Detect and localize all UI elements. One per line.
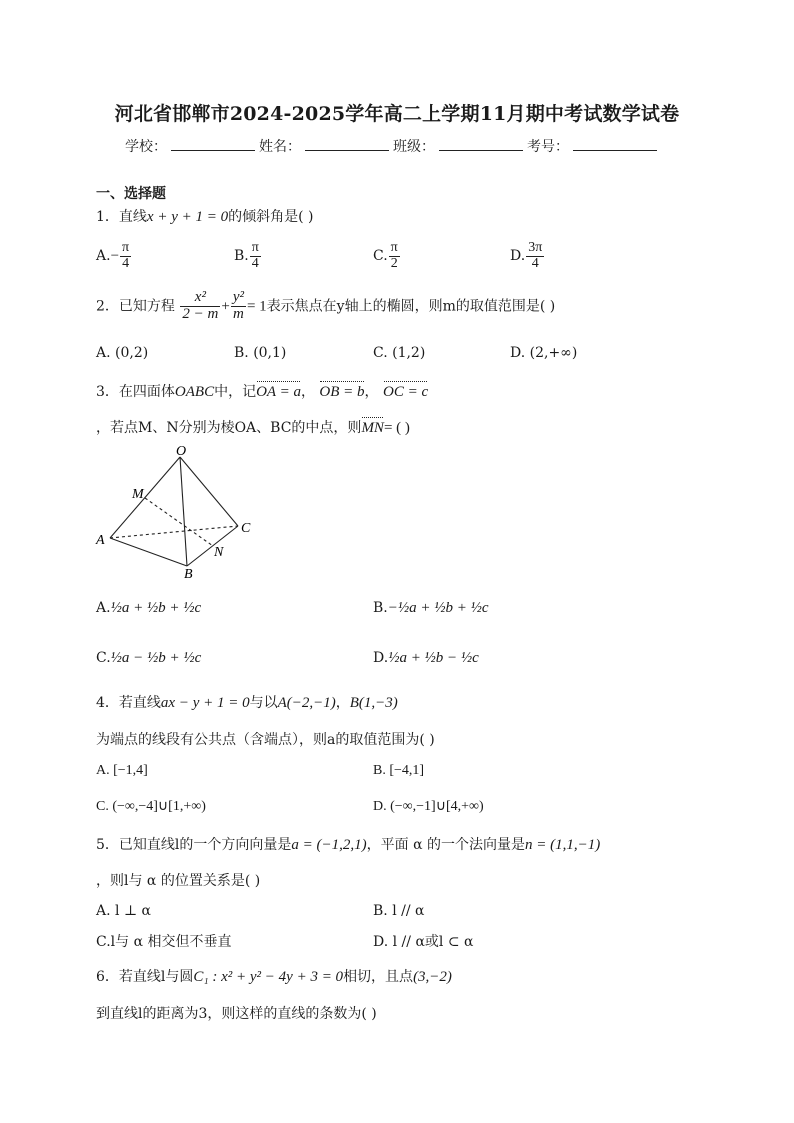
q3-option-b-label: B. xyxy=(373,600,388,616)
q2-option-d: D. (2,+∞) xyxy=(510,345,578,361)
q2-f1-den: 2 − m xyxy=(182,305,219,322)
class-blank xyxy=(439,136,523,151)
school-label: 学校： xyxy=(125,139,167,155)
label-m: M xyxy=(132,487,144,502)
q1-option-d-fraction xyxy=(526,241,544,271)
edge-bc xyxy=(187,526,238,566)
q3-tetra-name: OABC xyxy=(174,384,215,400)
q2-f2-den: m xyxy=(232,305,244,322)
student-info-row xyxy=(125,136,661,156)
q3-option-d xyxy=(373,650,479,667)
school-blank xyxy=(171,136,255,151)
edge-ac-hidden xyxy=(110,526,238,538)
q2-equals-one: = 1 xyxy=(246,298,267,315)
q1-b-num: π xyxy=(251,240,259,255)
q4-option-b: B. [−4,1] xyxy=(373,763,425,778)
q4-mid-text: 与以 xyxy=(249,695,278,711)
number-blank xyxy=(573,136,657,151)
q4-stem-text: 4．若直线 xyxy=(96,695,161,711)
q3-option-c-text: ½a − ½b + ½c xyxy=(110,650,202,666)
label-c: C xyxy=(241,521,251,536)
q5-normal-vector: n = (1,1,−1) xyxy=(524,837,601,853)
q1-c-den: 2 xyxy=(390,255,398,271)
q1-equation: x + y + 1 = 0 xyxy=(146,209,229,225)
q3-option-d-label: D. xyxy=(373,650,389,666)
q1-option-c-fraction xyxy=(389,241,400,271)
q5-direction-vector: a = (−1,2,1) xyxy=(291,837,367,853)
edge-ob xyxy=(180,457,187,566)
q3-option-d-text: ½a + ½b − ½c xyxy=(388,650,479,666)
question-6-line2: 到直线l的距离为3，则这样的直线的条数为( ) xyxy=(96,1006,377,1022)
q1-option-a-fraction xyxy=(120,241,131,271)
q1-option-d xyxy=(510,241,545,271)
label-o: O xyxy=(176,444,187,459)
q3-option-b xyxy=(373,600,489,617)
q1-option-b xyxy=(234,241,262,271)
q2-tail-text: 表示焦点在y轴上的椭圆，则m的取值范围是( ) xyxy=(266,298,556,315)
q1-option-d-label: D. xyxy=(510,248,526,265)
q3-line2-post: = ( ) xyxy=(383,420,410,436)
q3-mid-text: 中，记 xyxy=(214,384,257,400)
q4-option-a: A. [−1,4] xyxy=(96,763,148,778)
tetrahedron-figure xyxy=(92,442,262,582)
q2-option-b: B. (0,1) xyxy=(234,345,287,361)
edge-ab xyxy=(110,538,187,566)
q2-f1-num: x² xyxy=(180,290,220,307)
question-3-line2 xyxy=(96,417,410,437)
q2-stem-text: 2．已知方程 xyxy=(96,298,175,315)
question-4-stem xyxy=(96,692,398,712)
q5-stem-text: 5．已知直线l的一个方向向量是 xyxy=(96,837,292,853)
q3-line2-text: ，若点M、N分别为棱OA、BC的中点，则 xyxy=(96,420,362,436)
question-1-stem xyxy=(96,206,313,226)
q5-option-c: C.l与 α 相交但不垂直 xyxy=(96,934,232,950)
q3-stem-text: 3．在四面体 xyxy=(96,384,175,400)
q1-a-den: 4 xyxy=(122,255,130,271)
q1-stem-text: 1．直线 xyxy=(96,209,147,225)
section-heading: 一、选择题 xyxy=(96,186,166,202)
q1-tail-text: 的倾斜角是( ) xyxy=(228,209,314,225)
q3-vector-ob: OB = b xyxy=(319,384,365,400)
q2-f2-num: y² xyxy=(232,289,244,305)
q1-option-b-label: B. xyxy=(234,248,249,265)
q4-option-c: C. (−∞,−4]∪[1,+∞) xyxy=(96,799,206,814)
q1-option-a-label: A. xyxy=(96,248,111,265)
q1-d-den: 4 xyxy=(531,255,539,271)
q6-stem-text: 6．若直线l与圆 xyxy=(96,969,194,985)
q1-a-num: π xyxy=(122,240,130,255)
edge-oa xyxy=(110,457,180,538)
question-2-stem xyxy=(96,290,555,323)
question-5-line2: ，则l与 α 的位置关系是( ) xyxy=(96,873,261,889)
number-label: 考号： xyxy=(527,139,569,155)
q5-option-a: A. l ⊥ α xyxy=(96,903,152,919)
q3-vector-oc: OC = c xyxy=(382,384,429,400)
name-label: 姓名： xyxy=(259,139,301,155)
q3-vector-oa: OA = a xyxy=(256,384,301,400)
q2-fraction-y xyxy=(231,290,246,323)
q3-option-b-text: −½a + ½b + ½c xyxy=(387,600,489,616)
q4-point-a: A(−2,−1) xyxy=(277,695,336,711)
q5-mid-text: ，平面 α 的一个法向量是 xyxy=(366,837,525,853)
q3-option-a-label: A. xyxy=(96,600,111,616)
q3-option-c xyxy=(96,650,201,667)
q4-point-b: B(1,−3) xyxy=(349,695,398,711)
q2-option-c: C. (1,2) xyxy=(373,345,426,361)
question-5-stem xyxy=(96,834,600,854)
q6-point: (3,−2) xyxy=(413,969,452,985)
q1-option-b-fraction xyxy=(250,241,261,271)
q1-option-a xyxy=(96,241,132,271)
q4-equation: ax − y + 1 = 0 xyxy=(160,695,250,711)
q3-option-a-text: ½a + ½b + ½c xyxy=(110,600,202,616)
q3-option-a xyxy=(96,600,201,617)
segment-mn-hidden xyxy=(145,498,213,546)
q1-option-a-sign: − xyxy=(110,248,120,265)
q1-option-c xyxy=(373,241,401,271)
question-3-stem: 3．在四面体OABC中，记OA = a， OB = b， OC = c xyxy=(96,384,429,400)
q6-circle-equation: C₁ : x² + y² − 4y + 3 = 0 xyxy=(193,969,344,985)
q1-option-c-label: C. xyxy=(373,248,388,265)
q5-option-d: D. l // α或l ⊂ α xyxy=(373,934,474,950)
q6-mid-text: 相切，且点 xyxy=(343,969,414,985)
name-blank xyxy=(305,136,389,151)
q1-b-den: 4 xyxy=(251,255,259,271)
q1-d-num: 3π xyxy=(528,240,543,255)
q5-option-b: B. l // α xyxy=(373,903,425,919)
question-4-line2: 为端点的线段有公共点（含端点），则a的取值范围为( ) xyxy=(96,732,435,748)
q4-option-d: D. (−∞,−1]∪[4,+∞) xyxy=(373,799,484,814)
q3-option-c-label: C. xyxy=(96,650,111,666)
label-a: A xyxy=(96,533,105,548)
q2-fraction-x xyxy=(180,290,220,323)
class-label: 班级： xyxy=(393,139,435,155)
q1-c-num: π xyxy=(390,240,398,255)
label-b: B xyxy=(184,567,193,582)
q3-vector-mn: MN xyxy=(361,420,384,436)
question-6-stem xyxy=(96,966,452,986)
label-n: N xyxy=(214,545,224,560)
edge-oc xyxy=(180,457,238,526)
q2-option-a: A. (0,2) xyxy=(96,345,149,361)
q2-plus: + xyxy=(221,298,230,315)
q4-comma: ， xyxy=(335,695,350,711)
page-title: 河北省邯郸市2024-2025学年高二上学期11月期中考试数学试卷 xyxy=(114,103,680,125)
